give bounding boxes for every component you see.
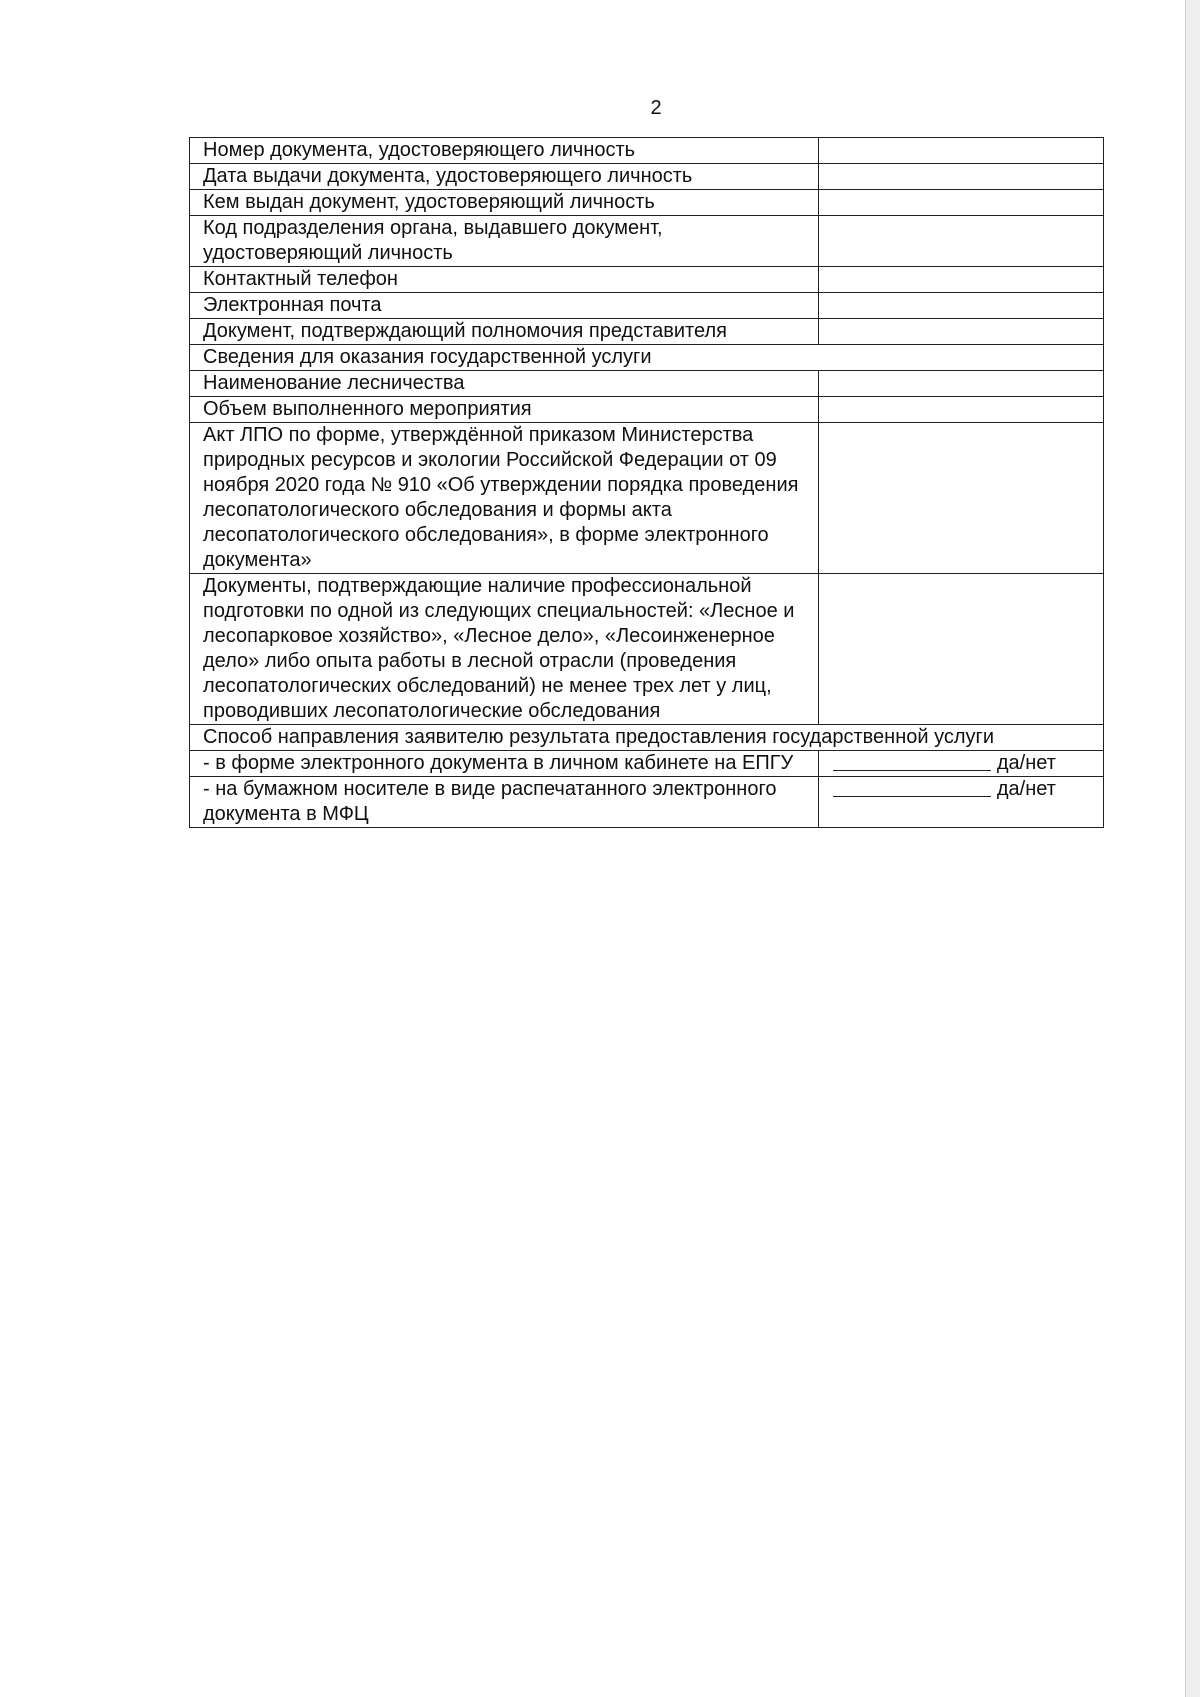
field-label: Электронная почта bbox=[190, 293, 819, 319]
field-label: Наименование лесничества bbox=[190, 371, 819, 397]
form-row bbox=[190, 751, 1104, 777]
field-label: Дата выдачи документа, удостоверяющего личность bbox=[190, 164, 819, 190]
field-value[interactable] bbox=[818, 319, 1103, 345]
form-row bbox=[190, 423, 1104, 574]
form-row bbox=[190, 319, 1104, 345]
section-heading: Способ направления заявителю результата предоставления государственной услуги bbox=[190, 725, 1104, 751]
form-row bbox=[190, 574, 1104, 725]
field-label: Акт ЛПО по форме, утверждённой приказом Министерства природных ресурсов и экологии Российской Федерации от 09 ноября 2020 года № 910 «Об утверждении порядка проведения лесопатологического обследования и формы акта лесопатологического обследования», в форме электронного документа» bbox=[190, 423, 819, 574]
yes-no-choice bbox=[819, 777, 1103, 802]
section-row bbox=[190, 345, 1104, 371]
field-label: Кем выдан документ, удостоверяющий личность bbox=[190, 190, 819, 216]
form-row bbox=[190, 164, 1104, 190]
choice-cell bbox=[818, 777, 1103, 828]
field-value[interactable] bbox=[818, 293, 1103, 319]
form-row bbox=[190, 267, 1104, 293]
form-row bbox=[190, 397, 1104, 423]
field-value[interactable] bbox=[818, 371, 1103, 397]
field-label: Номер документа, удостоверяющего личность bbox=[190, 138, 819, 164]
form-table-body bbox=[190, 138, 1104, 828]
page-number: 2 bbox=[650, 97, 662, 119]
field-value[interactable] bbox=[818, 190, 1103, 216]
form-row bbox=[190, 216, 1104, 267]
form-row bbox=[190, 777, 1104, 828]
field-value[interactable] bbox=[818, 423, 1103, 574]
field-label: Код подразделения органа, выдавшего документ, удостоверяющий личность bbox=[190, 216, 819, 267]
section-heading: Сведения для оказания государственной услуги bbox=[190, 345, 1104, 371]
field-value[interactable] bbox=[818, 267, 1103, 293]
application-form-table bbox=[189, 137, 1104, 828]
field-value[interactable] bbox=[818, 138, 1103, 164]
yes-no-choice bbox=[819, 751, 1103, 776]
form-row bbox=[190, 190, 1104, 216]
page-edge bbox=[1185, 0, 1200, 1697]
field-label: Документы, подтверждающие наличие профессиональной подготовки по одной из следующих специальностей: «Лесное и лесопарковое хозяйство», «Лесное дело», «Лесоинженерное дело» либо опыта работы в лесной отрасли (проведения лесопатологических обследований) не менее трех лет у лиц, проводивших лесопатологические обследования bbox=[190, 574, 819, 725]
field-label: Документ, подтверждающий полномочия представителя bbox=[190, 319, 819, 345]
field-value[interactable] bbox=[818, 574, 1103, 725]
field-value[interactable] bbox=[818, 216, 1103, 267]
field-value[interactable] bbox=[818, 397, 1103, 423]
section-row bbox=[190, 725, 1104, 751]
form-row bbox=[190, 371, 1104, 397]
field-label: Объем выполненного мероприятия bbox=[190, 397, 819, 423]
choice-option-text: да/нет bbox=[996, 752, 1056, 774]
form-row bbox=[190, 138, 1104, 164]
field-label: - в форме электронного документа в личном кабинете на ЕПГУ bbox=[190, 751, 819, 777]
field-label: Контактный телефон bbox=[190, 267, 819, 293]
form-row bbox=[190, 293, 1104, 319]
field-label: - на бумажном носителе в виде распечатанного электронного документа в МФЦ bbox=[190, 777, 819, 828]
field-value[interactable] bbox=[818, 164, 1103, 190]
blank-line[interactable] bbox=[833, 777, 991, 797]
blank-line[interactable] bbox=[833, 751, 991, 771]
choice-cell bbox=[818, 751, 1103, 777]
choice-option-text: да/нет bbox=[996, 778, 1056, 800]
